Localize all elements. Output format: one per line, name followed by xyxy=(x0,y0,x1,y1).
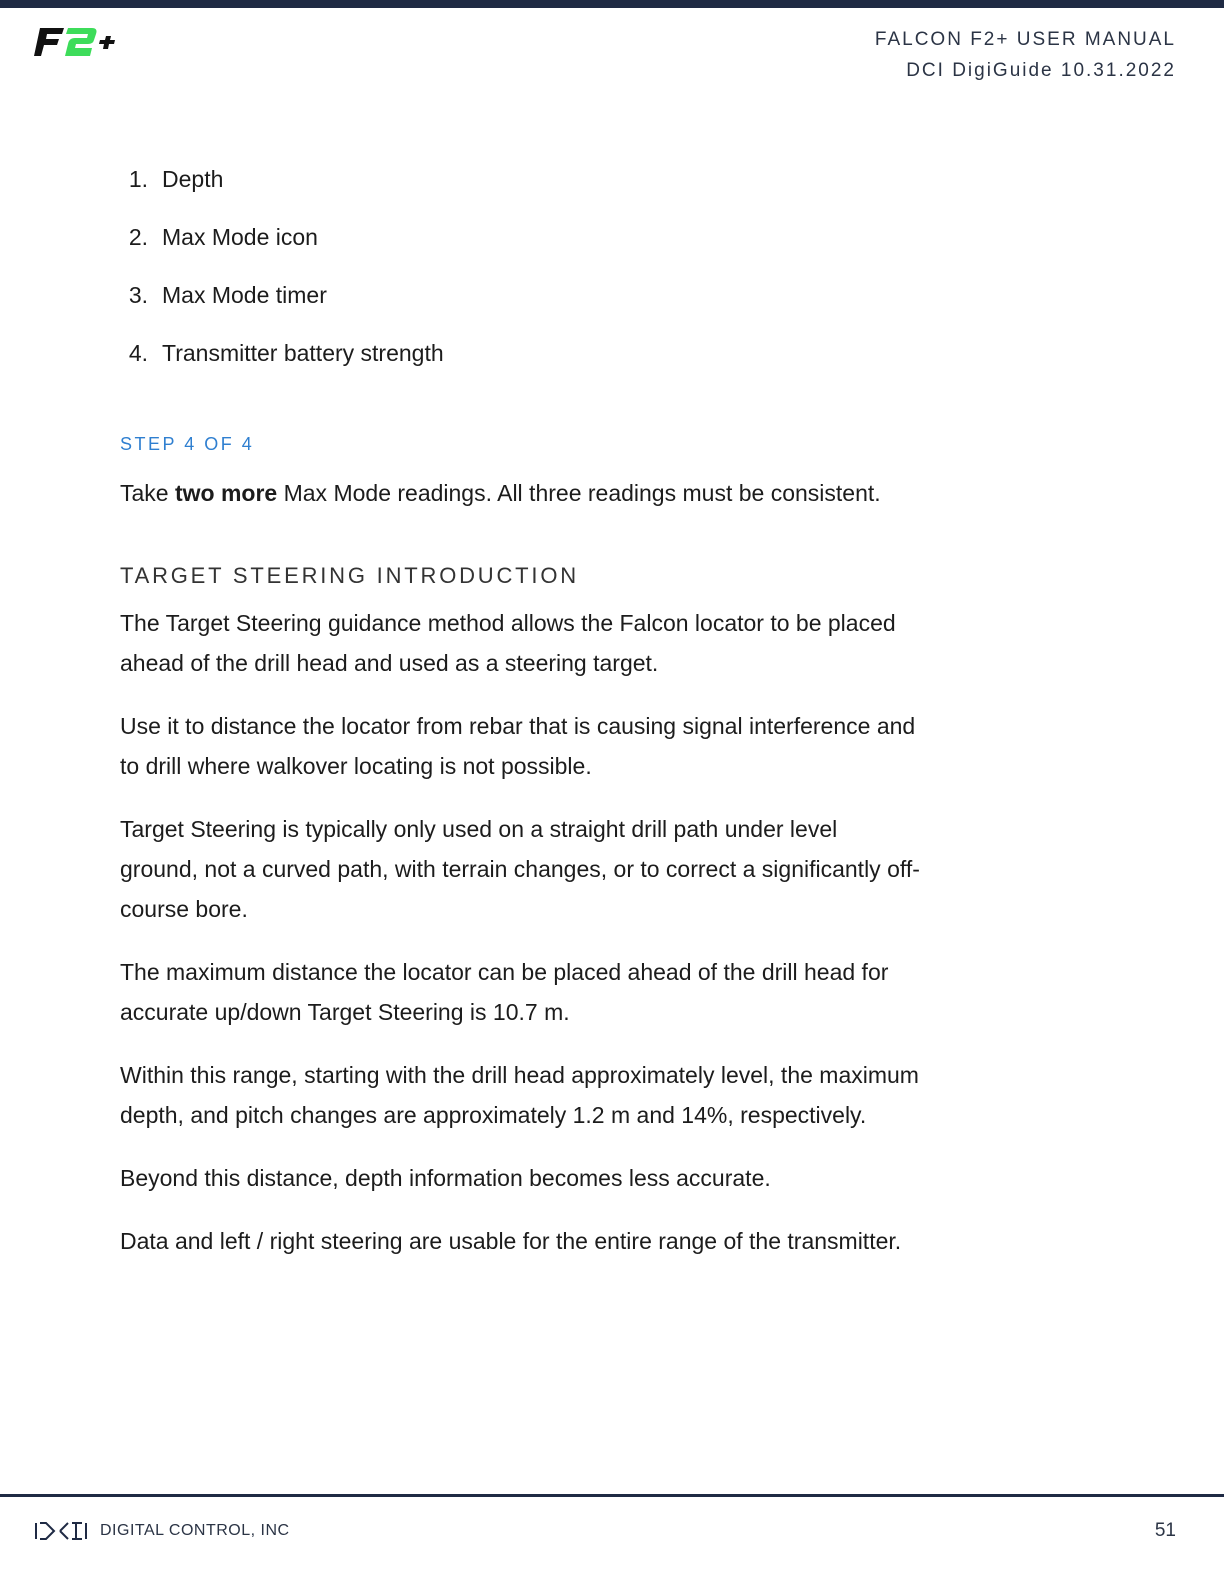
paragraph: Beyond this distance, depth information becomes less accurate. xyxy=(120,1165,771,1191)
list-item: 3. Max Mode timer xyxy=(128,281,327,308)
step-label: STEP 4 OF 4 xyxy=(120,434,255,454)
top-bar xyxy=(0,0,1224,8)
step-instruction: Take two more Max Mode readings. All three readings must be consistent. xyxy=(120,480,881,506)
page-content xyxy=(120,150,920,1284)
footer-rule xyxy=(0,1494,1224,1497)
display-items-list xyxy=(120,150,920,382)
f2-plus-logo xyxy=(34,24,126,60)
paragraph: The Target Steering guidance method allows the Falcon locator to be placed ahead of the drill head and used as a steering target. xyxy=(120,610,896,676)
paragraph: Data and left / right steering are usable for the entire range of the transmitter. xyxy=(120,1228,902,1254)
guide-label: DCI DigiGuide 10.31.2022 xyxy=(906,60,1176,81)
paragraph: Target Steering is typically only used on a straight drill path under level ground, not a curved path, with terrain changes, or to correct a significantly off-course bore. xyxy=(120,816,920,922)
header-info xyxy=(875,24,1176,86)
page-number: 51 xyxy=(1154,1520,1176,1541)
list-item: 2. Max Mode icon xyxy=(128,223,318,250)
paragraph: Use it to distance the locator from rebar that is causing signal interference and to drill where walkover locating is not possible. xyxy=(120,713,916,779)
paragraph: The maximum distance the locator can be placed ahead of the drill head for accurate up/down Target Steering is 10.7 m. xyxy=(120,959,889,1025)
paragraph: Within this range, starting with the drill head approximately level, the maximum depth, and pitch changes are approximately 1.2 m and 14%, respectively. xyxy=(120,1062,919,1128)
company-name: DIGITAL CONTROL, INC xyxy=(100,1522,290,1539)
list-item: 4. Transmitter battery strength xyxy=(128,339,444,366)
manual-title: FALCON F2+ USER MANUAL xyxy=(874,29,1176,50)
dci-logo xyxy=(34,1520,90,1542)
list-item: 1. Depth xyxy=(128,165,224,192)
section-heading: TARGET STEERING INTRODUCTION xyxy=(120,563,579,588)
